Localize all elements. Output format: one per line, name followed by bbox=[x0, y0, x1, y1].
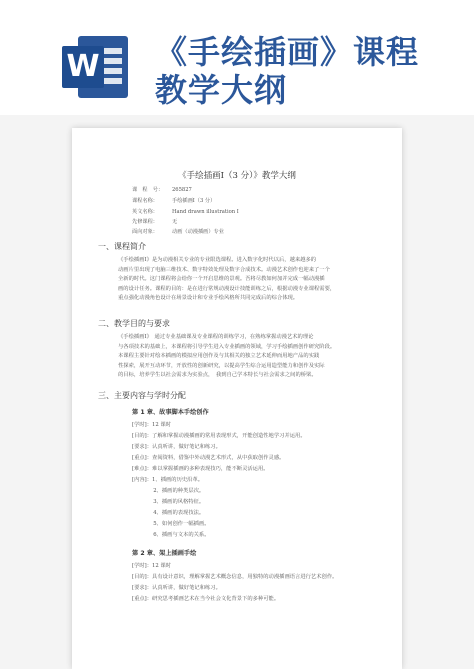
info-label: 先修课程： bbox=[132, 219, 158, 225]
paragraph-line: 与各项技术的基础上，本课程将引导学生进入专业插画的领域，学习手绘插画创作研究阶段。 bbox=[118, 343, 336, 350]
chapter-1-item: [内容]：1、插画的历史沿革。 bbox=[132, 477, 204, 483]
section-heading-content: 三、主要内容与学时分配 bbox=[98, 391, 186, 400]
chapter-1-item: 3、插画的风格特征。 bbox=[132, 499, 205, 505]
chapter-1-item: 5、如何创作一幅插画。 bbox=[132, 521, 210, 527]
info-value: 动画（动漫插画）专业 bbox=[172, 229, 224, 235]
info-row-prerequisite bbox=[132, 218, 177, 225]
doc-title: 《手绘插画Ⅰ（3 分）》教学大纲 bbox=[178, 171, 296, 181]
info-label: 英文名称： bbox=[132, 209, 158, 215]
info-row-course-id bbox=[132, 186, 192, 193]
paragraph-line: 全新的时代。这门课程将会给你一个开启思维的景观。吾将尽教如何加并完成一幅动漫插 bbox=[118, 276, 325, 283]
word-document-icon bbox=[62, 36, 128, 98]
banner-title-line1: 《手绘插画》课程 bbox=[155, 33, 420, 71]
info-value: 手绘插画Ⅰ（3 分） bbox=[172, 198, 216, 204]
chapter-2-item: [学时]：12 课时 bbox=[132, 563, 172, 569]
section-goals-body bbox=[118, 333, 388, 381]
paragraph-line: 画的设计任务。课程的目的：是在进行常规动漫设计技能训练之后，根据动漫专业课程需要， bbox=[118, 285, 336, 292]
paragraph-line: 《手绘插画Ⅰ》 通过专业基础课及专业课程的训练学习，在熟练掌握动漫艺术的理论 bbox=[118, 334, 314, 340]
paragraph-line: 重点强化动漫角色设计在场景设计和专业手绘风格所共同完成后的综合体现。 bbox=[118, 295, 299, 302]
section-heading-intro: 一、课程简介 bbox=[98, 242, 146, 251]
info-label: 面向对象： bbox=[132, 229, 158, 235]
paragraph-line: 动画片里出现了电脑三维技术、数字特效处理及数字合成技术。动漫艺术创作也迎来了一个 bbox=[118, 266, 330, 273]
section-intro-body bbox=[118, 256, 388, 304]
info-row-english-name bbox=[132, 208, 239, 215]
chapter-1-item: 4、插画的表现技法。 bbox=[132, 510, 205, 516]
info-row-course-name bbox=[132, 197, 215, 204]
chapter-1-item: [重点]：查阅资料，借鉴中外动漫艺术形式，从中获取创作灵感。 bbox=[132, 455, 285, 461]
chapter-1-item: [难点]：难以掌握插画的多种表现技巧，能不断灵活运用。 bbox=[132, 466, 269, 472]
banner bbox=[0, 0, 474, 115]
chapter-1-item: [学时]：12 课时 bbox=[132, 422, 172, 428]
info-value: Hand drawn illustration Ⅰ bbox=[172, 209, 239, 215]
chapter-2-item: [要求]：认真听讲，做好笔记和练习。 bbox=[132, 585, 221, 591]
paragraph-line: 性探索，展开互动环节，开放性的创新研究，以提高学生综合运用造型能力和创作及实际 bbox=[118, 362, 325, 369]
chapter-1-item: 2、插画的种类层次。 bbox=[132, 488, 205, 494]
chapter-1-title: 第 1 章、故事脚本手绘创作 bbox=[132, 409, 209, 416]
paragraph-line: 本课程主要针对绘本插画的模拟应用创作及与其相关的独立艺术延伸而用地产品的实践 bbox=[118, 353, 320, 360]
word-logo-letter: W bbox=[62, 46, 104, 88]
info-label: 课 程 号： bbox=[132, 187, 164, 193]
paragraph-line: 《手绘插画Ⅰ》是为动漫相关专业的专业限选课程。进入数字化时代以后，越来越多的 bbox=[118, 257, 317, 263]
chapter-2-item: [重点]：研究思考插画艺术在当今社会文化背景下的多种可能。 bbox=[132, 596, 280, 602]
chapter-2-item: [目的]：具有设计意识，理解掌握艺术概念信息，用独特的动漫插画语言进行艺术创作。 bbox=[132, 574, 338, 580]
info-value: 无 bbox=[172, 219, 178, 225]
info-label: 课程名称： bbox=[132, 198, 158, 204]
chapter-1-item: 6、插画与文本的关系。 bbox=[132, 532, 210, 538]
info-row-audience bbox=[132, 228, 224, 235]
chapter-2-title: 第 2 章、架上插画手绘 bbox=[132, 550, 197, 557]
paragraph-line: 的目标，培养学生以社会需求为实验点， 我到自己学本特长与社会需求之间的桥梁。 bbox=[118, 372, 317, 379]
info-value: 265827 bbox=[172, 187, 192, 193]
chapter-1-item: [要求]：认真听讲，做好笔记和练习。 bbox=[132, 444, 221, 450]
document-page bbox=[72, 128, 402, 669]
section-heading-goals: 二、教学目的与要求 bbox=[98, 319, 170, 328]
banner-title-line2: 教学大纲 bbox=[155, 71, 288, 109]
chapter-1-item: [目的]：了解和掌握动漫插画的常用表现形式，开能创造性地学习并运用。 bbox=[132, 433, 306, 439]
